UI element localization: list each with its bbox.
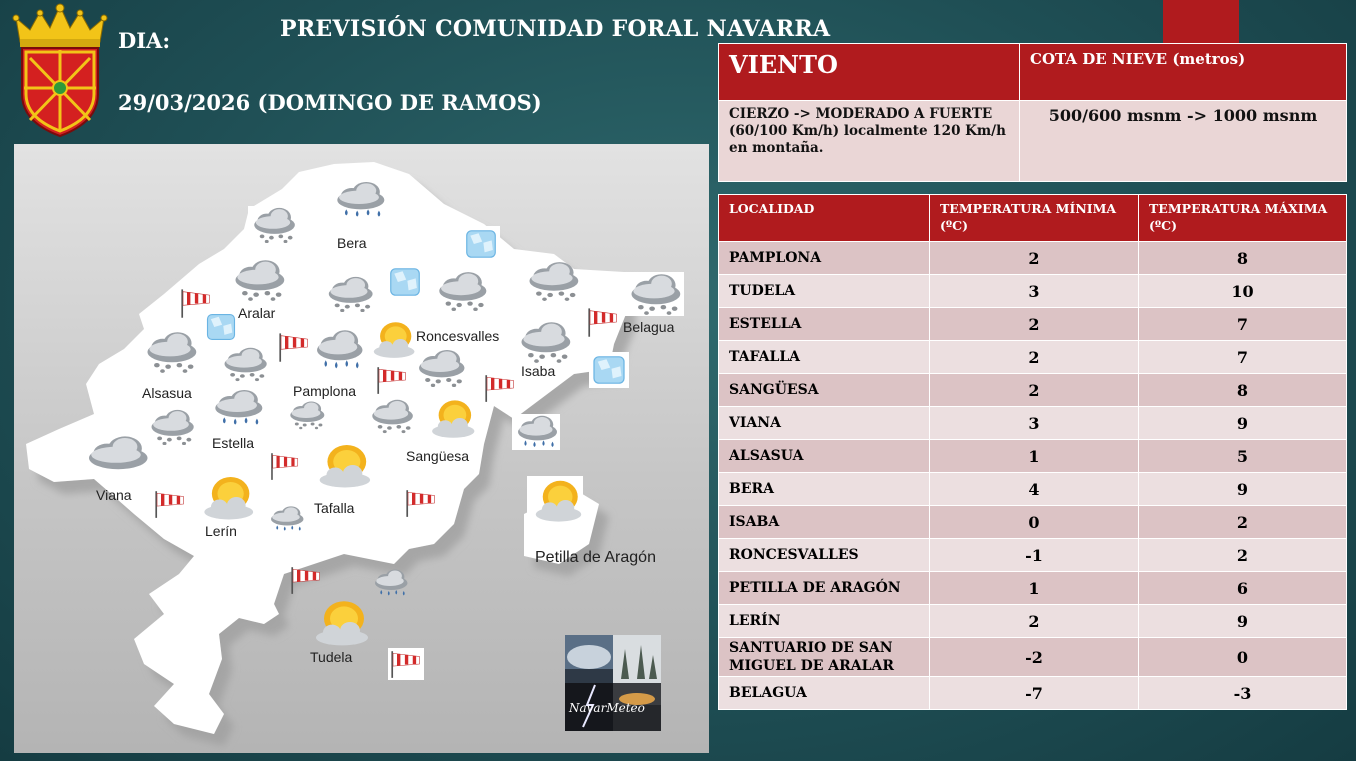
cell-localidad: LERÍN xyxy=(719,605,930,638)
town-label-tafalla: Tafalla xyxy=(314,500,355,516)
snow-cloud-icon xyxy=(624,272,684,316)
town-label-sanguesa: Sangüesa xyxy=(406,448,470,464)
table-row xyxy=(719,506,1347,539)
cell-min-temp: 1 xyxy=(930,572,1139,605)
ice-cube-icon xyxy=(203,310,239,344)
forecast-date: 29/03/2026 (DOMINGO DE RAMOS) xyxy=(118,90,542,115)
snow-cloud-icon xyxy=(522,260,582,302)
table-row xyxy=(719,605,1347,638)
cell-min-temp: 0 xyxy=(930,506,1139,539)
snow-cloud-icon xyxy=(218,346,270,382)
cell-localidad: ALSASUA xyxy=(719,440,930,473)
cell-max-temp: 2 xyxy=(1139,506,1347,539)
cell-max-temp: 2 xyxy=(1139,539,1347,572)
town-label-pamplona: Pamplona xyxy=(293,383,357,399)
rain-cloud-icon xyxy=(330,180,388,220)
snow-cloud-icon xyxy=(140,330,200,374)
town-label-tudela: Tudela xyxy=(310,649,353,665)
table-row xyxy=(719,677,1347,710)
cell-localidad: BELAGUA xyxy=(719,677,930,710)
sun-cloud-icon xyxy=(306,596,370,648)
dia-label: DIA: xyxy=(118,28,171,53)
cell-max-temp: 7 xyxy=(1139,308,1347,341)
ice-cube-icon xyxy=(589,352,629,388)
cell-min-temp: 2 xyxy=(930,374,1139,407)
table-row xyxy=(719,308,1347,341)
cell-min-temp: -7 xyxy=(930,677,1139,710)
snow-cloud-icon xyxy=(366,398,416,434)
cell-localidad: RONCESVALLES xyxy=(719,539,930,572)
table-row xyxy=(719,539,1347,572)
sun-cloud-icon xyxy=(195,472,255,522)
snow-cloud-icon xyxy=(322,275,376,313)
cell-min-temp: 2 xyxy=(930,605,1139,638)
cota-value: 500/600 msnm -> 1000 msnm xyxy=(1020,101,1347,182)
cell-min-temp: 2 xyxy=(930,242,1139,275)
rain-cloud-icon xyxy=(266,505,306,533)
cell-max-temp: 7 xyxy=(1139,341,1347,374)
table-row xyxy=(719,374,1347,407)
cell-localidad: ESTELLA xyxy=(719,308,930,341)
table-row xyxy=(719,407,1347,440)
cell-min-temp: 2 xyxy=(930,308,1139,341)
table-row xyxy=(719,275,1347,308)
cell-localidad: VIANA xyxy=(719,407,930,440)
col-header-max: TEMPERATURA MÁXIMA (ºC) xyxy=(1139,195,1347,242)
snow-cloud-icon xyxy=(412,348,468,388)
snow-cloud-icon xyxy=(145,408,197,446)
town-label-petilla: Petilla de Aragón xyxy=(535,549,656,566)
windsock-icon xyxy=(288,564,324,596)
rain-cloud-icon xyxy=(208,388,266,428)
windsock-icon xyxy=(403,487,439,519)
windsock-icon xyxy=(276,330,312,364)
rain-cloud-icon xyxy=(310,328,366,372)
sun-cloud-icon xyxy=(527,476,583,524)
cell-localidad: TUDELA xyxy=(719,275,930,308)
snow-cloud-icon xyxy=(514,320,574,364)
town-label-bera: Bera xyxy=(337,235,367,251)
decorative-red-tab xyxy=(1163,0,1239,44)
town-label-lerin: Lerín xyxy=(205,523,237,539)
ice-cube-icon xyxy=(462,226,500,262)
cell-max-temp: 9 xyxy=(1139,407,1347,440)
cell-max-temp: 5 xyxy=(1139,440,1347,473)
town-label-isaba: Isaba xyxy=(521,363,556,379)
windsock-icon xyxy=(482,372,518,404)
cell-max-temp: 9 xyxy=(1139,473,1347,506)
ice-cube-icon xyxy=(386,264,424,300)
cell-min-temp: -2 xyxy=(930,638,1139,677)
table-row xyxy=(719,341,1347,374)
cell-max-temp: 0 xyxy=(1139,638,1347,677)
cell-max-temp: 10 xyxy=(1139,275,1347,308)
cell-max-temp: -3 xyxy=(1139,677,1347,710)
windsock-icon xyxy=(388,648,424,680)
sun-cloud-icon xyxy=(310,440,372,490)
sun-cloud-icon xyxy=(424,396,476,440)
viento-header: VIENTO xyxy=(719,44,1020,101)
windsock-icon xyxy=(585,305,621,339)
windsock-icon xyxy=(152,488,188,520)
rain-cloud-icon xyxy=(370,568,410,598)
cell-localidad: PAMPLONA xyxy=(719,242,930,275)
navarra-coat-of-arms-icon xyxy=(6,2,114,140)
town-label-alsasua: Alsasua xyxy=(142,385,192,401)
snow-cloud-icon xyxy=(248,206,298,244)
cell-localidad: PETILLA DE ARAGÓN xyxy=(719,572,930,605)
windsock-icon xyxy=(374,364,410,396)
cell-max-temp: 8 xyxy=(1139,242,1347,275)
snow-cloud-icon xyxy=(228,258,288,302)
cell-min-temp: 3 xyxy=(930,407,1139,440)
cell-max-temp: 8 xyxy=(1139,374,1347,407)
town-label-roncesvalles: Roncesvalles xyxy=(416,328,500,344)
table-row xyxy=(719,242,1347,275)
snow-cloud-icon xyxy=(432,270,490,312)
cell-min-temp: 2 xyxy=(930,341,1139,374)
table-row xyxy=(719,572,1347,605)
cell-min-temp: 4 xyxy=(930,473,1139,506)
cell-localidad: SANTUARIO DE SAN MIGUEL DE ARALAR xyxy=(719,638,930,677)
table-row xyxy=(719,440,1347,473)
town-label-aralar: Aralar xyxy=(238,305,276,321)
navarmeteo-logo xyxy=(565,635,661,731)
town-label-belagua: Belagua xyxy=(623,319,675,335)
windsock-icon xyxy=(268,450,302,482)
cell-localidad: TAFALLA xyxy=(719,341,930,374)
cell-min-temp: -1 xyxy=(930,539,1139,572)
cell-min-temp: 1 xyxy=(930,440,1139,473)
rain-cloud-icon xyxy=(512,414,560,450)
cell-max-temp: 6 xyxy=(1139,572,1347,605)
logo-text: NavarMeteo xyxy=(569,701,645,715)
cell-localidad: SANGÜESA xyxy=(719,374,930,407)
town-label-estella: Estella xyxy=(212,435,255,451)
cell-localidad: ISABA xyxy=(719,506,930,539)
cota-header: COTA DE NIEVE (metros) xyxy=(1020,44,1347,101)
snow-cloud-icon xyxy=(285,400,327,430)
cloud-icon xyxy=(80,434,152,482)
cell-localidad: BERA xyxy=(719,473,930,506)
temperature-table xyxy=(718,194,1347,710)
cell-max-temp: 9 xyxy=(1139,605,1347,638)
wind-table xyxy=(718,43,1347,182)
page-title: PREVISIÓN COMUNIDAD FORAL NAVARRA xyxy=(280,16,831,42)
sun-cloud-icon xyxy=(366,318,416,360)
cell-min-temp: 3 xyxy=(930,275,1139,308)
town-label-viana: Viana xyxy=(96,487,132,503)
table-row xyxy=(719,473,1347,506)
viento-value: CIERZO -> MODERADO A FUERTE (60/100 Km/h) localmente 120 Km/h en montaña. xyxy=(719,101,1020,182)
col-header-min: TEMPERATURA MÍNIMA (ºC) xyxy=(930,195,1139,242)
col-header-localidad: LOCALIDAD xyxy=(719,195,930,242)
table-row xyxy=(719,638,1347,677)
